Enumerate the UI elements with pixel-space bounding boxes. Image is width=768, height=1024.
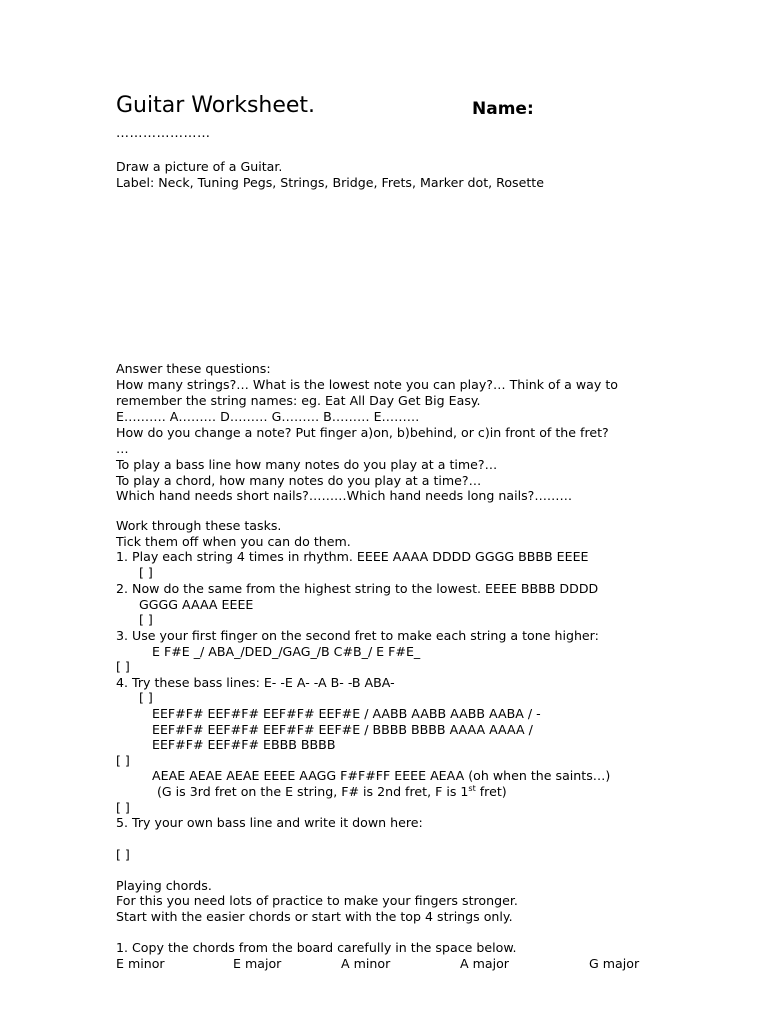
task-5: 5. Try your own bass line and write it down here: bbox=[116, 815, 423, 830]
task-4-bass-line-2: EEF#F# EEF#F# EEF#F# EEF#E / BBBB BBBB AAAA AAAA / bbox=[152, 722, 533, 737]
chords-heading: Playing chords. bbox=[116, 878, 212, 893]
question-nails: Which hand needs short nails?………Which hand needs long nails?……… bbox=[116, 488, 573, 503]
chord-name-g-major: G major bbox=[589, 956, 640, 971]
chord-name-a-minor: A minor bbox=[341, 956, 391, 971]
chords-instruction: 1. Copy the chords from the board carefully in the space below. bbox=[116, 940, 517, 955]
task-4-bass-line-1: EEF#F# EEF#F# EEF#F# EEF#E / AABB AABB AABB AABA / - bbox=[152, 706, 541, 721]
task-2-cont: GGGG AAAA EEEE bbox=[139, 597, 254, 612]
question-strings: How many strings?… What is the lowest note you can play?… Think of a way to bbox=[116, 377, 618, 392]
question-chord: To play a chord, how many notes do you play at a time?… bbox=[116, 473, 482, 488]
task-3-checkbox[interactable]: [ ] bbox=[116, 659, 130, 674]
question-change-note: How do you change a note? Put finger a)on, b)behind, or c)in front of the fret? bbox=[116, 425, 609, 440]
task-4-checkbox-1[interactable]: [ ] bbox=[139, 690, 153, 705]
task-1-checkbox[interactable]: [ ] bbox=[139, 565, 153, 580]
chord-name-e-major: E major bbox=[233, 956, 282, 971]
question-change-note-blank: … bbox=[116, 441, 129, 456]
chord-name-e-minor: E minor bbox=[116, 956, 165, 971]
task-5-checkbox[interactable]: [ ] bbox=[116, 847, 130, 862]
name-label: Name: bbox=[472, 99, 534, 119]
task-4-checkbox-3[interactable]: [ ] bbox=[116, 800, 130, 815]
task-4-bass-line-3: EEF#F# EEF#F# EBBB BBBB bbox=[152, 737, 336, 752]
task-4: 4. Try these bass lines: E- -E A- -A B- -B ABA- bbox=[116, 675, 395, 690]
fret-note-end: fret) bbox=[475, 784, 507, 799]
chords-practice-note: For this you need lots of practice to make your fingers stronger. bbox=[116, 893, 518, 908]
task-2-checkbox[interactable]: [ ] bbox=[139, 612, 153, 627]
chord-name-a-major: A major bbox=[460, 956, 509, 971]
chord-names-row bbox=[116, 956, 656, 972]
chords-start-note: Start with the easier chords or start with the top 4 strings only. bbox=[116, 909, 513, 924]
task-4-saints-line: AEAE AEAE AEAE EEEE AAGG F#F#FF EEEE AEAA (oh when the saints…) bbox=[152, 768, 611, 783]
name-blank: ………………… bbox=[116, 126, 211, 141]
worksheet-title: Guitar Worksheet. bbox=[116, 93, 316, 118]
task-4-fret-note bbox=[157, 784, 507, 800]
task-3-notes: E F#E _/ ABA_/DED_/GAG_/B C#B_/ E F#E_ bbox=[152, 644, 421, 659]
tasks-heading: Work through these tasks. bbox=[116, 518, 282, 533]
fret-note-superscript: st bbox=[468, 783, 476, 793]
question-bass-line: To play a bass line how many notes do you play at a time?… bbox=[116, 457, 498, 472]
task-1: 1. Play each string 4 times in rhythm. EEEE AAAA DDDD GGGG BBBB EEEE bbox=[116, 549, 589, 564]
label-instruction: Label: Neck, Tuning Pegs, Strings, Bridge, Frets, Marker dot, Rosette bbox=[116, 175, 544, 190]
question-strings-cont: remember the string names: eg. Eat All Day Get Big Easy. bbox=[116, 393, 481, 408]
fret-note-text: (G is 3rd fret on the E string, F# is 2nd fret, F is 1 bbox=[157, 784, 469, 799]
questions-heading: Answer these questions: bbox=[116, 361, 271, 376]
task-4-checkbox-2[interactable]: [ ] bbox=[116, 753, 130, 768]
task-2: 2. Now do the same from the highest string to the lowest. EEEE BBBB DDDD bbox=[116, 581, 599, 596]
string-name-blanks: E………. A……… D……… G……… B……… E……… bbox=[116, 409, 420, 424]
draw-instruction: Draw a picture of a Guitar. bbox=[116, 159, 283, 174]
tasks-subheading: Tick them off when you can do them. bbox=[116, 534, 351, 549]
task-3: 3. Use your first finger on the second fret to make each string a tone higher: bbox=[116, 628, 599, 643]
